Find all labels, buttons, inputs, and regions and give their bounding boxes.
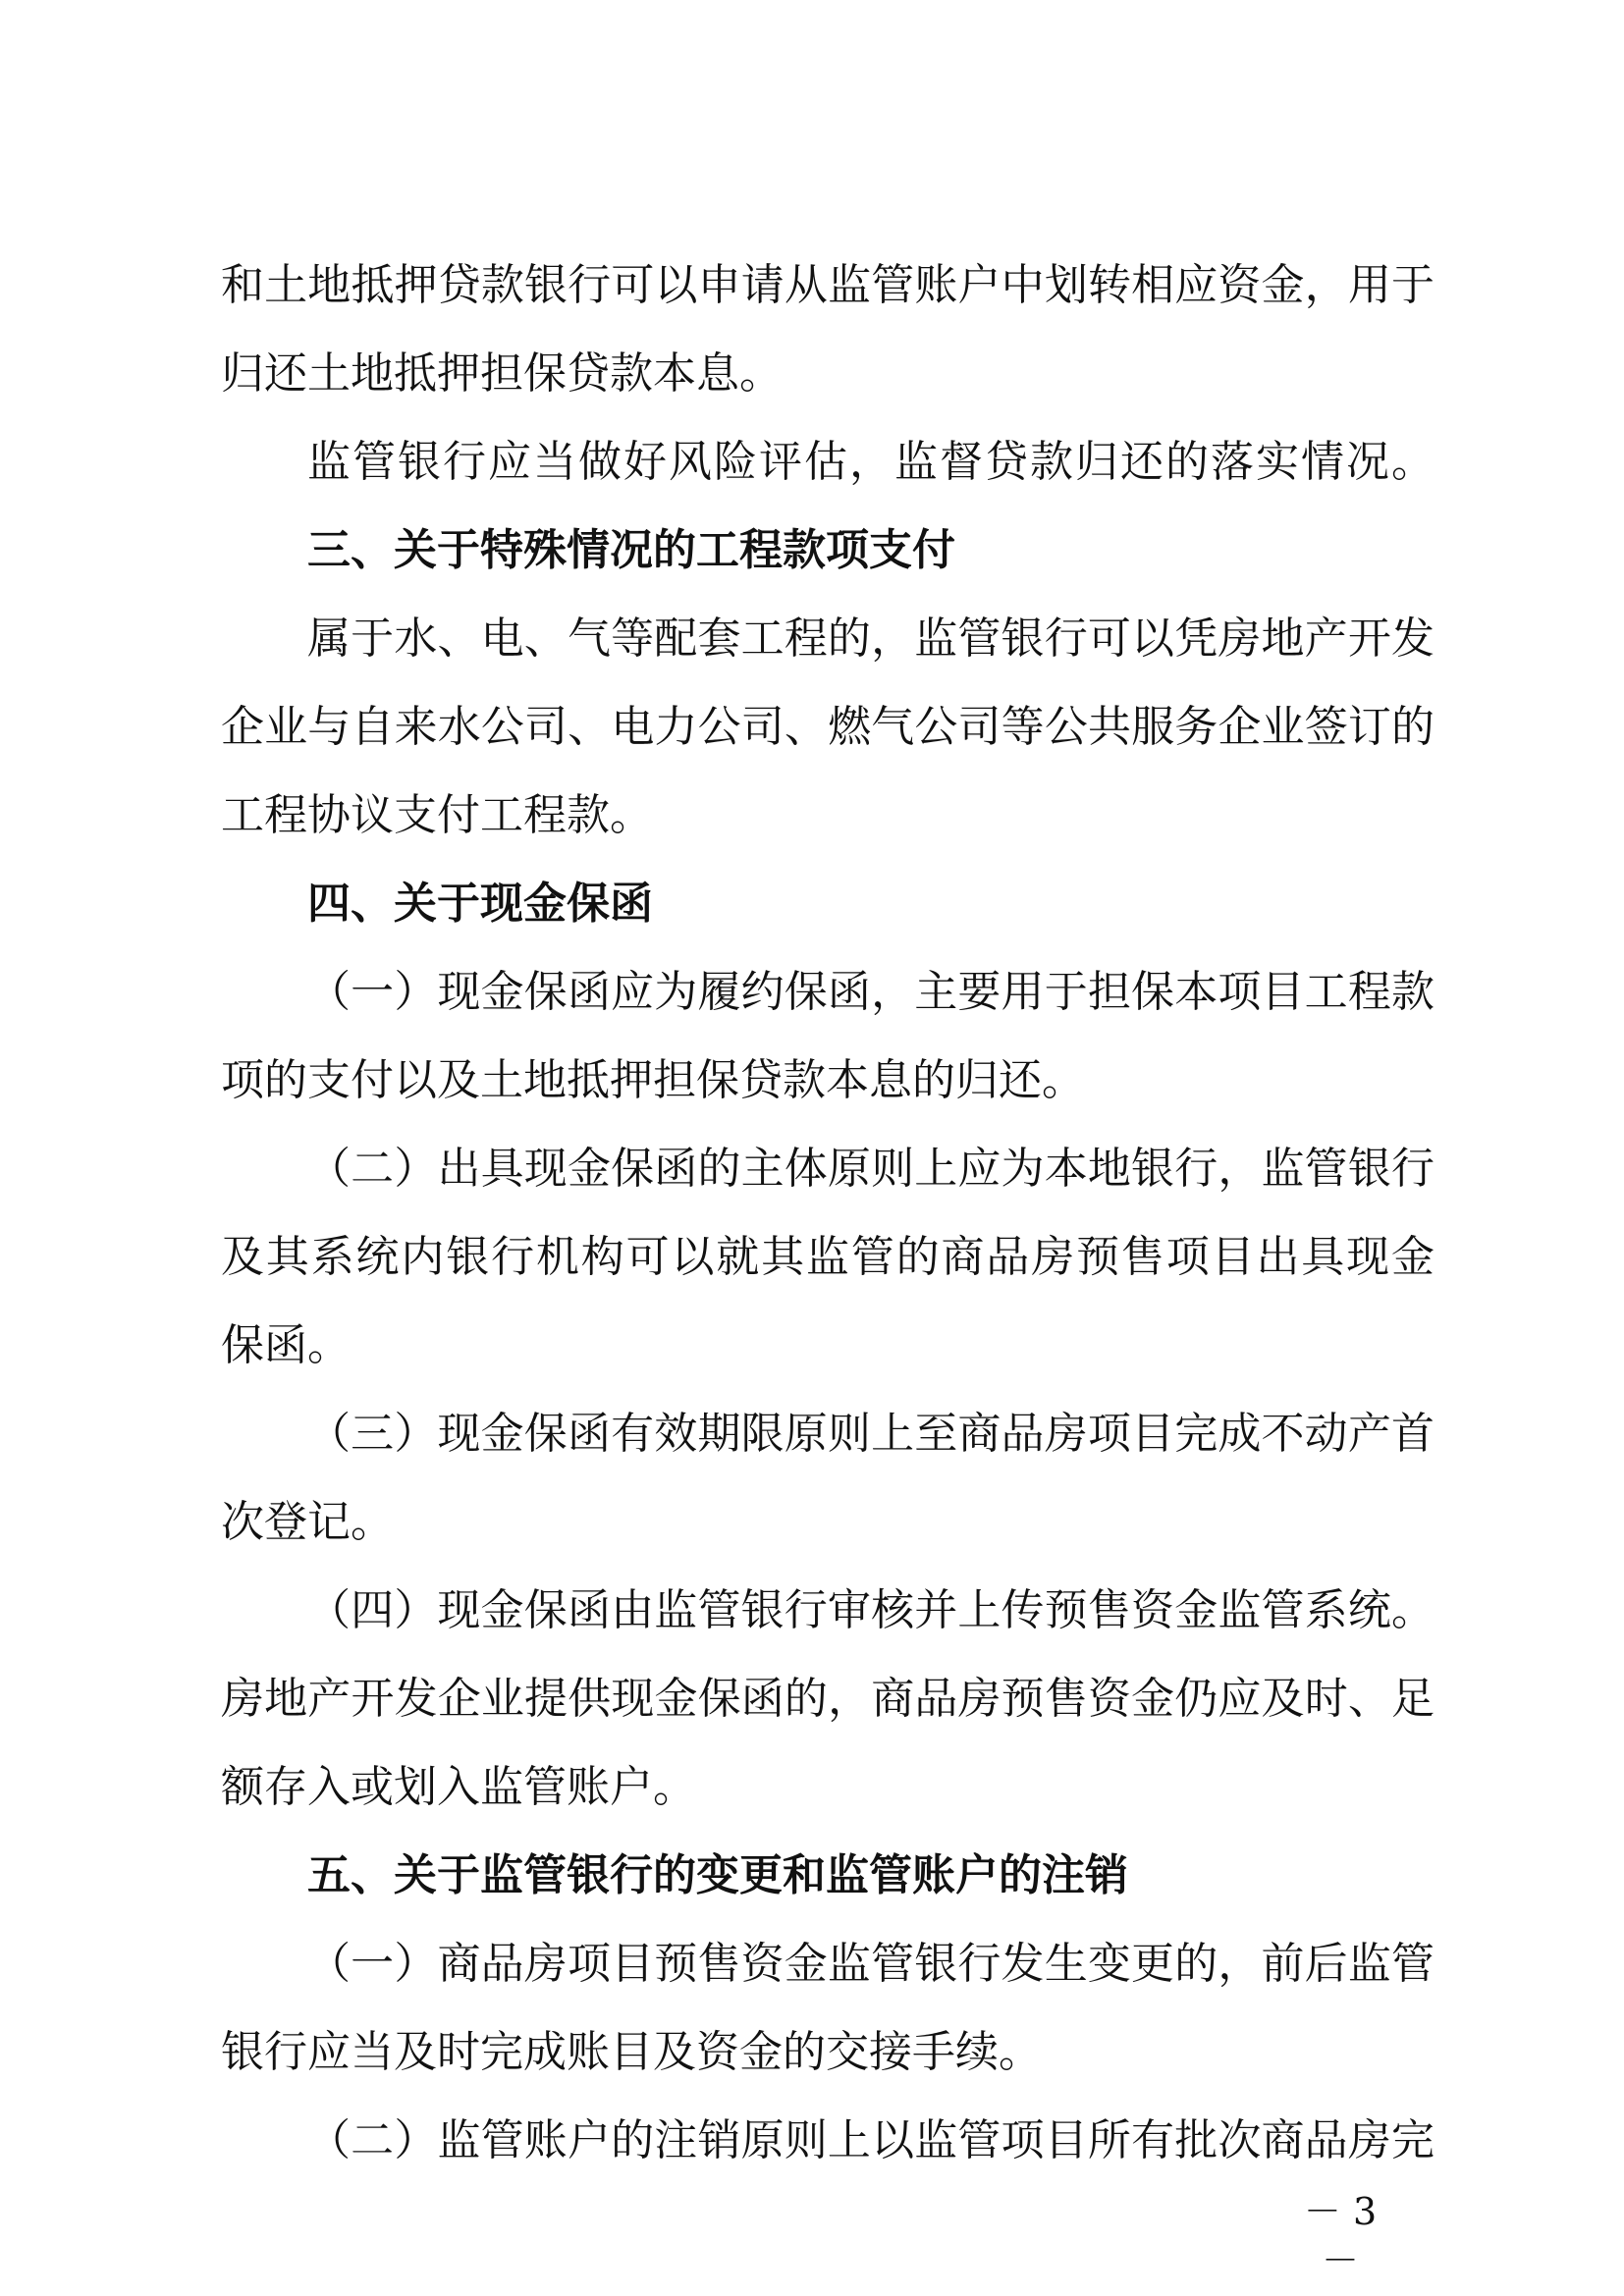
paragraph-line: 属于水、电、气等配套工程的，监管银行可以凭房地产开发 xyxy=(307,614,1435,664)
paragraph-line: 和土地抵押贷款银行可以申请从监管账户中划转相应资金，用于 xyxy=(221,260,1435,310)
section-heading: 四、关于现金保函 xyxy=(307,879,653,929)
paragraph-line: （一）商品房项目预售资金监管银行发生变更的，前后监管 xyxy=(307,1939,1435,1989)
paragraph-line: 企业与自来水公司、电力公司、燃气公司等公共服务企业签订的 xyxy=(221,702,1435,752)
paragraph-line: 保函。 xyxy=(221,1320,351,1370)
paragraph-line: （二）出具现金保函的主体原则上应为本地银行，监管银行 xyxy=(307,1144,1435,1194)
paragraph-line: （二）监管账户的注销原则上以监管项目所有批次商品房完 xyxy=(307,2115,1435,2165)
paragraph-line: 银行应当及时完成账目及资金的交接手续。 xyxy=(221,2027,1042,2077)
paragraph-line: 额存入或划入监管账户。 xyxy=(221,1762,696,1812)
section-heading: 五、关于监管银行的变更和监管账户的注销 xyxy=(307,1850,1128,1900)
paragraph-line: 房地产开发企业提供现金保函的，商品房预售资金仍应及时、足 xyxy=(221,1674,1435,1724)
section-heading: 三、关于特殊情况的工程款项支付 xyxy=(307,525,955,575)
paragraph-line: （三）现金保函有效期限原则上至商品房项目完成不动产首 xyxy=(307,1409,1435,1459)
paragraph-line: 监管银行应当做好风险评估，监督贷款归还的落实情况。 xyxy=(307,437,1435,487)
paragraph-line: 归还土地抵押担保贷款本息。 xyxy=(221,348,783,399)
paragraph-line: 工程协议支付工程款。 xyxy=(221,790,653,840)
paragraph-line: 及其系统内银行机构可以就其监管的商品房预售项目出具现金 xyxy=(221,1232,1435,1282)
paragraph-line: （四）现金保函由监管银行审核并上传预售资金监管系统。 xyxy=(307,1585,1435,1635)
page-number: － 3 － xyxy=(1303,2190,1378,2282)
paragraph-line: （一）现金保函应为履约保函，主要用于担保本项目工程款 xyxy=(307,967,1435,1017)
paragraph-line: 次登记。 xyxy=(221,1497,394,1547)
paragraph-line: 项的支付以及土地抵押担保贷款本息的归还。 xyxy=(221,1055,1085,1105)
